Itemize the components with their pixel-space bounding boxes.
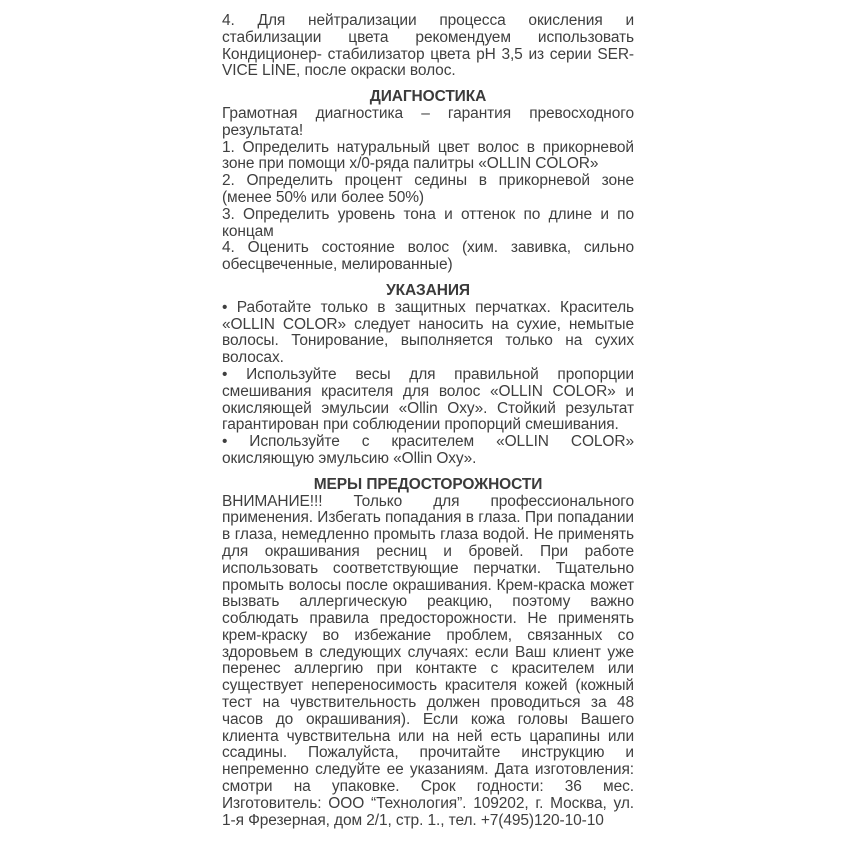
document-section	[222, 13, 634, 80]
paragraph: 4. Для нейтрализации процесса окисления и стабилизации цвета рекомендуем использовать Кондиционер- стабилизатор цвета pH 3,5 из серии SER-VICE LINE, после окраски волос.	[222, 12, 634, 80]
section-heading: ДИАГНОСТИКА	[369, 88, 487, 106]
document-section	[222, 89, 634, 274]
paragraph: 1. Определить натуральный цвет волос в прикорневой зоне при помощи х/0-ряда палитры «OLLIN COLOR»	[222, 138, 634, 173]
paragraph: • Используйте весы для правильной пропорции смешивания красителя для волос «OLLIN COLOR» и окисляющей эмульсии «Ollin Oxy». Стойкий результат гарантирован при соблюдении пропорций смешивания.	[222, 365, 634, 434]
paragraph: • Работайте только в защитных перчатках. Краситель «OLLIN COLOR» следует наносить на сухие, немытые волосы. Тонирование, выполняется только на сухих волосах.	[222, 298, 634, 367]
section-heading: МЕРЫ ПРЕДОСТОРОЖНОСТИ	[313, 475, 543, 493]
document-section	[222, 477, 634, 830]
paragraph: 3. Определить уровень тона и оттенок по длине и по концам	[222, 205, 634, 240]
paragraph: Грамотная диагностика – гарантия превосходного результата!	[222, 104, 634, 139]
paragraph: ВНИМАНИЕ!!! Только для профессионального применения. Избегать попадания в глаза. При попадании в глаза, немедленно промыть глаза водой. Не применять для окрашивания ресниц и бровей. При работе использовать соответствующие перчатки. Тщательно промыть волосы после окрашивания. Крем-краска может вызвать аллергическую реакцию, поэтому важно соблюдать правила предосторожности. Не применять крем-краску во избежание проблем, связанных со здоровьем в следующих случаях: если Ваш клиент уже перенес аллергию при контакте с красителем или существует непереносимость красителя кожей (кожный тест на чувствительность должен проводиться за 48 часов до окрашивания). Если кожа головы Вашего клиента чувствительна или на ней есть царапины или ссадины. Пожалуйста, прочитайте инструкцию и непременно следуйте ее указаниям. Дата изготовления: смотри на упаковке. Срок годности: 36 мес. Изготовитель: ООО “Технология”. 109202, г. Москва, ул. 1-я Фрезерная, дом 2/1, стр. 1., тел. +7(495)120-10-10	[222, 492, 634, 829]
instruction-document	[222, 13, 634, 829]
document-section	[222, 283, 634, 468]
paragraph: 4. Оценить состояние волос (хим. завивка, сильно обесцвеченные, мелированные)	[222, 239, 634, 274]
paragraph: • Используйте с красителем «OLLIN COLOR» окисляющую эмульсию «Ollin Oxy».	[222, 433, 634, 467]
section-heading: УКАЗАНИЯ	[386, 281, 470, 299]
paragraph: 2. Определить процент седины в прикорневой зоне (менее 50% или более 50%)	[222, 172, 634, 206]
